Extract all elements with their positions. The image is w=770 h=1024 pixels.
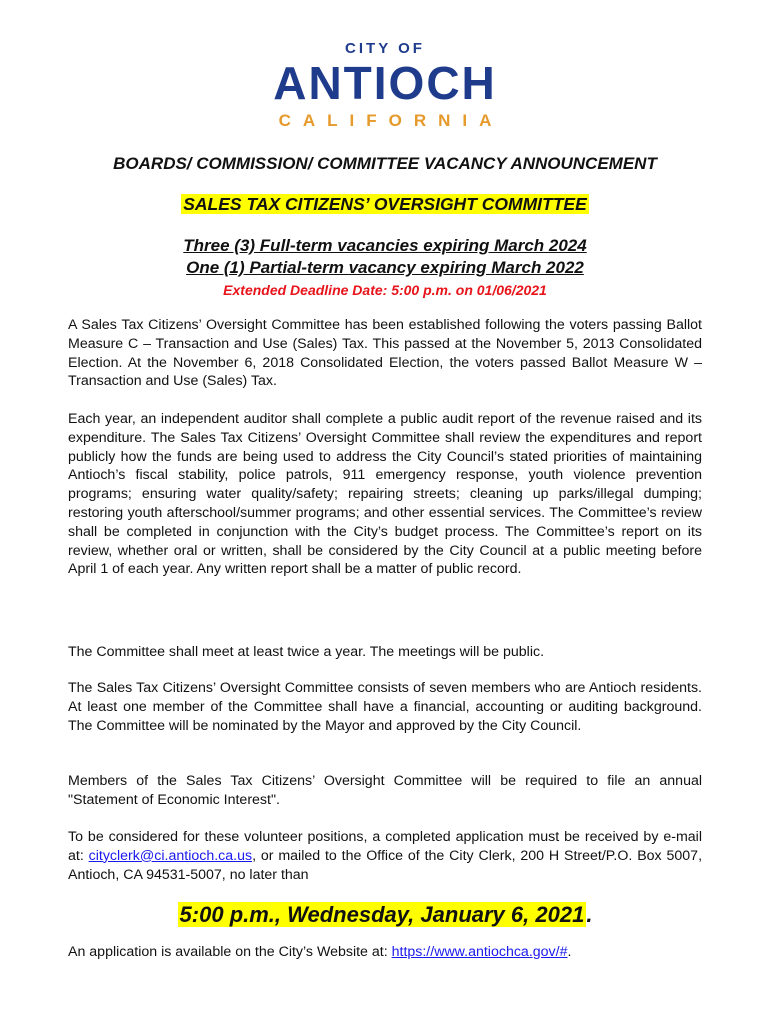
clerk-email-link[interactable]: cityclerk@ci.antioch.ca.us — [88, 847, 253, 864]
vacancy-partial-term: One (1) Partial-term vacancy expiring March 2022 — [186, 258, 584, 277]
logo-california: CALIFORNIA — [278, 111, 504, 130]
website-text-end: . — [567, 944, 572, 960]
vacancy-full-term: Three (3) Full-term vacancies expiring March 2024 — [183, 236, 587, 255]
announcement-title: BOARDS/ COMMISSION/ COMMITTEE VACANCY ANNOUNCEMENT — [113, 154, 657, 173]
paragraph-duties: Each year, an independent auditor shall complete a public audit report of the revenue raised and its expenditure. The Sales Tax Citizens’ Oversight Committee shall review the expenditures and report publicly how the funds are being used to address the City Council’s stated priorities of maintaining Antioch’s fiscal stability, police patrols, 911 emergency response, youth violence prevention programs; ensuring water quality/safety; repairing streets; cleaning up parks/illegal dumping; restoring youth afterschool/summer programs; and other essential services. The Committee’s review shall be completed in conjunction with the City’s budget process. The Committee’s report on its review, whether oral or written, shall be considered by the City Council at a public meeting before April 1 of each year. Any written report shall be a matter of public record. — [68, 411, 702, 578]
logo-city-of: CITY OF — [345, 40, 425, 57]
paragraph-meetings: The Committee shall meet at least twice a year. The meetings will be public. — [68, 644, 545, 660]
paragraph-application — [68, 828, 702, 884]
final-deadline — [0, 902, 770, 928]
paragraph-membership: The Sales Tax Citizens’ Oversight Committee consists of seven members who are Antioch residents. At least one member of the Committee shall have a financial, accounting or auditing background. The Committee will be nominated by the Mayor and approved by the City Council. — [68, 680, 702, 734]
paragraph-background: A Sales Tax Citizens’ Oversight Committee has been established following the voters passing Ballot Measure C – Transaction and Use (Sales) Tax. This passed at the November 5, 2013 Consolidated Election. At the November 6, 2018 Consolidated Election, the voters passed Ballot Measure W – Transaction and Use (Sales) Tax. — [68, 317, 702, 390]
city-logo — [0, 40, 770, 131]
extended-deadline: Extended Deadline Date: 5:00 p.m. on 01/06/2021 — [223, 282, 547, 298]
application-text-start: To be considered for these volunteer positions, a completed application must be received by e-mail at: — [68, 829, 702, 864]
application-text-end: , or mailed to the Office of the City Clerk, 200 H Street/P.O. Box 5007, Antioch, CA 94531-5007, no later than — [68, 847, 703, 883]
final-deadline-date: 5:00 p.m., Wednesday, January 6, 2021 — [179, 902, 585, 927]
final-deadline-period: . — [586, 902, 593, 927]
paragraph-website — [68, 943, 702, 962]
city-website-link[interactable]: https://www.antiochca.gov/# — [391, 944, 568, 960]
committee-name: SALES TAX CITIZENS’ OVERSIGHT COMMITTEE — [183, 194, 587, 214]
logo-antioch: ANTIOCH — [273, 57, 497, 109]
website-text-start: An application is available on the City’s Website at: — [68, 944, 392, 960]
committee-heading — [0, 194, 770, 215]
paragraph-disclosure: Members of the Sales Tax Citizens’ Oversight Committee will be required to file an annual "Statement of Economic Interest". — [68, 773, 702, 808]
